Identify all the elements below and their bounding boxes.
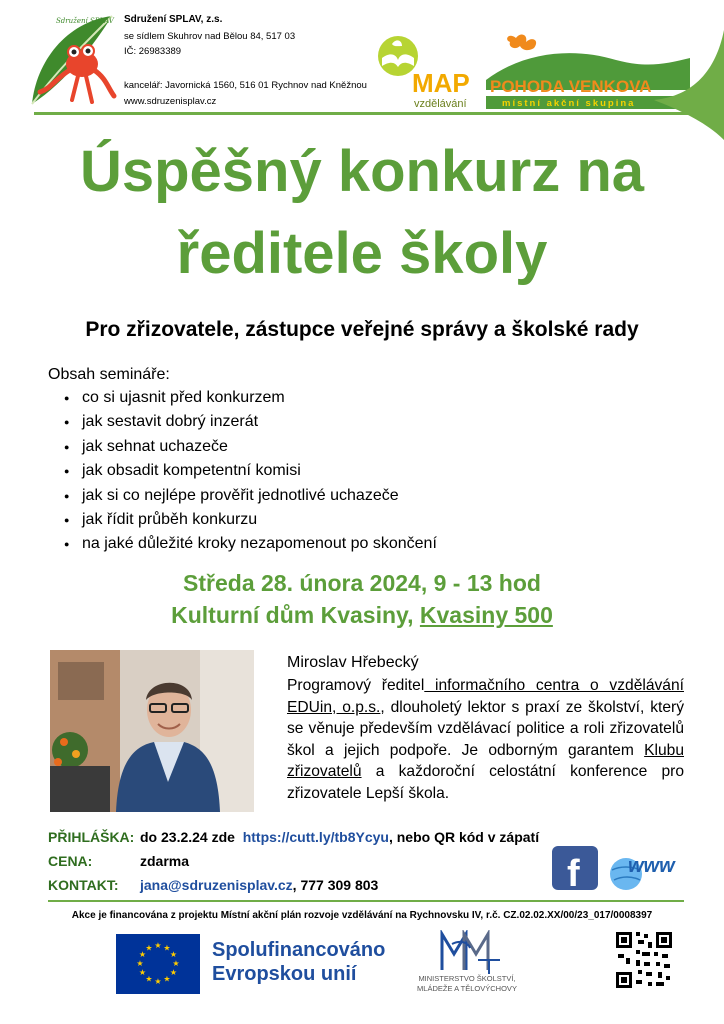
bio-text: a každoroční celostátní konference pro zřizovatele Lepší škola. — [287, 763, 684, 802]
facebook-icon[interactable] — [552, 846, 598, 890]
frog-logo — [26, 12, 118, 110]
list-item: ● jak obsadit kompetentní komisi — [64, 459, 437, 483]
content-heading: Obsah semináře: — [48, 366, 170, 383]
svg-text:★: ★ — [154, 977, 162, 986]
org-web[interactable]: www.sdruzenisplav.cz — [124, 96, 217, 107]
lecturer-photo — [50, 650, 254, 812]
list-item: ● jak sestavit dobrý inzerát — [64, 410, 437, 434]
msmt-text-line2: MLÁDEŽE A TĚLOVÝCHOVY — [417, 984, 517, 993]
financing-note: Akce je financována z projektu Místní akční plán rozvoje vzdělávání na Rychnovsku IV, r.č. CZ.02.02.XX/00/23_017/0008397 — [71, 910, 653, 921]
svg-text:★: ★ — [138, 950, 147, 959]
list-item: ● co si ujasnit před konkurzem — [64, 386, 437, 410]
contact-line — [140, 877, 378, 893]
title-line1: Úspěšný konkurz na — [79, 139, 645, 204]
msmt-text-line1: MINISTERSTVO ŠKOLSTVÍ, — [418, 974, 516, 983]
registration-link[interactable]: https://cutt.ly/tb8Ycyu — [242, 829, 389, 845]
eduin-link[interactable]: informačního centra o vzdělávání EDUin, o.p.s. — [287, 677, 684, 716]
svg-text:místní akční skupina: místní akční skupina — [502, 98, 636, 109]
lecturer-name: Miroslav Hřebecký — [287, 654, 419, 671]
org-office: kancelář: Javornická 1560, 516 01 Rychnov nad Kněžnou — [124, 80, 367, 91]
svg-text:★: ★ — [163, 943, 171, 953]
org-address: se sídlem Skuhrov nad Bělou 84, 517 03 — [124, 31, 296, 42]
www-globe-icon[interactable] — [606, 848, 686, 892]
registration-qr-note: , nebo QR kód v zápatí — [388, 829, 540, 845]
svg-text:MAP: MAP — [412, 68, 470, 98]
map-logo — [372, 34, 480, 110]
eu-text-line2: Evropskou unií — [212, 963, 357, 985]
eu-flag-icon — [116, 934, 200, 994]
svg-text:★: ★ — [136, 959, 144, 968]
svg-text:f: f — [567, 853, 580, 890]
svg-text:★: ★ — [169, 950, 178, 959]
eu-text-line1: Spolufinancováno — [212, 939, 386, 961]
list-item: ● jak řídit průběh konkurzu — [64, 508, 437, 532]
event-address-link[interactable]: Kvasiny 500 — [419, 602, 553, 628]
list-item: ● na jaké důležité kroky nezapomenout po skončení — [64, 532, 437, 556]
svg-text:Sdružení SPLAV: Sdružení SPLAV — [56, 17, 114, 25]
svg-text:★: ★ — [163, 974, 171, 984]
eu-cofinanced-text — [212, 938, 385, 986]
bio-text: Programový ředitel — [287, 677, 425, 694]
contact-phone: , 777 309 803 — [292, 877, 379, 893]
svg-text:vzdělávání: vzdělávání — [414, 98, 467, 110]
bio-text: , dlouholetý lektor s praxí ze školství, který se věnuje především vzdělávací politice a roli zřizovatelů škol a jejich podpoře. Je odborným garantem — [287, 698, 684, 759]
svg-text:★: ★ — [138, 968, 147, 977]
org-name: Sdružení SPLAV, z.s. — [124, 14, 223, 25]
list-item: ● jak sehnat uchazeče — [64, 435, 437, 459]
footer-divider — [48, 900, 684, 902]
svg-text:★: ★ — [145, 943, 153, 953]
list-item: ● jak si co nejlépe prověřit jednotlivé uchazeče — [64, 484, 437, 508]
price-value: zdarma — [140, 853, 190, 869]
svg-text:★: ★ — [172, 959, 180, 968]
org-ic: IČ: 26983389 — [124, 46, 182, 57]
svg-text:★: ★ — [169, 968, 178, 977]
price-label: CENA: — [48, 853, 93, 869]
contact-label: KONTAKT: — [48, 877, 119, 893]
title-line2: ředitele školy — [176, 221, 548, 286]
event-date: Středa 28. února 2024, 9 - 13 hod — [183, 570, 541, 596]
registration-deadline: do 23.2.24 zde — [140, 829, 235, 845]
event-venue: Kulturní dům Kvasiny, — [171, 602, 420, 628]
contact-email[interactable]: jana@sdruzenisplav.cz — [140, 877, 293, 893]
event-venue-line — [0, 602, 724, 629]
klub-zrizovatelu-link[interactable]: Klubu zřizovatelů — [287, 741, 684, 781]
svg-text:POHODA VENKOVA: POHODA VENKOVA — [490, 77, 652, 96]
qr-code-icon[interactable] — [614, 930, 674, 990]
lecturer-bio — [287, 675, 684, 805]
svg-text:www: www — [628, 855, 675, 877]
registration-label: PŘIHLÁŠKA: — [48, 829, 135, 845]
svg-text:★: ★ — [154, 941, 162, 950]
header-divider — [34, 112, 689, 115]
svg-text:★: ★ — [145, 974, 153, 984]
corner-decoration — [644, 0, 724, 140]
subtitle: Pro zřizovatele, zástupce veřejné správy a školské rady — [85, 318, 639, 341]
registration-line — [140, 829, 539, 845]
content-list — [64, 386, 437, 557]
